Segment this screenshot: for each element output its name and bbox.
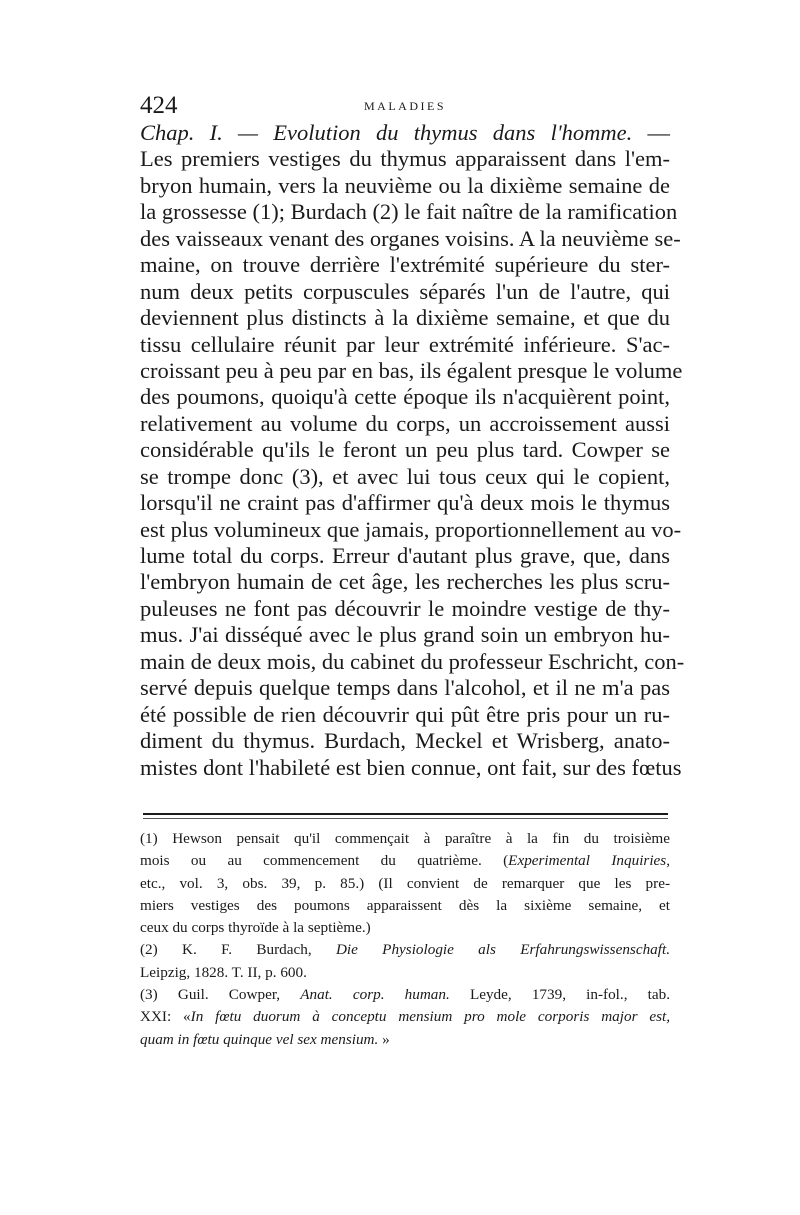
text-line: tissu cellulaire réunit par leur extrémité inférieure. S'ac- xyxy=(140,331,670,357)
footnote-2-line xyxy=(140,939,670,961)
footnote-3-line xyxy=(140,984,670,1006)
text-line: considérable qu'ils le feront un peu plus tard. Cowper se xyxy=(140,437,670,463)
text-line: servé depuis quelque temps dans l'alcohol, et il ne m'a pas xyxy=(140,675,670,701)
text-line: mus. J'ai disséqué avec le plus grand soin un embryon hu- xyxy=(140,622,670,648)
page-number: 424 xyxy=(140,92,178,119)
chapter-heading-line xyxy=(140,120,670,146)
text-line: puleuses ne font pas découvrir le moindre vestige de thy- xyxy=(140,595,670,621)
text-line: été possible de rien découvrir qui pût être pris pour un ru- xyxy=(140,701,670,727)
footnote-1-line: miers vestiges des poumons apparaissent dès la sixième semaine, et xyxy=(140,896,670,914)
footnote-rule-thin xyxy=(143,818,668,819)
text-line: la grossesse (1); Burdach (2) le fait naître de la ramification xyxy=(140,199,678,225)
text-line: est plus volumineux que jamais, proportionnellement au vo- xyxy=(140,516,682,542)
text-line: main de deux mois, du cabinet du professeur Eschricht, con- xyxy=(140,648,685,674)
footnote-2-line: Leipzig, 1828. T. II, p. 600. xyxy=(140,963,307,981)
footnote-text: XXI: « xyxy=(140,1008,191,1026)
text-line: num deux petits corpuscules séparés l'un de l'autre, qui xyxy=(140,278,670,304)
running-head: MALADIES xyxy=(364,99,446,113)
footnote-quote: quam in fœtu quinque vel sex mensium. xyxy=(140,1030,379,1048)
chapter-label: Chap. I. — xyxy=(140,120,259,145)
text-line: des poumons, quoiqu'à cette époque ils n'acquièrent point, xyxy=(140,384,670,410)
footnote-1-line: ceux du corps thyroïde à la septième.) xyxy=(140,919,371,937)
footnote-1-line: (1) Hewson pensait qu'il commençait à paraître à la fin du troisième xyxy=(140,830,670,847)
footnote-citation-title: Experimental Inquiries xyxy=(508,852,667,870)
footnote-citation-title: Anat. corp. human. xyxy=(300,986,450,1004)
footnote-text: (2) K. F. Burdach, xyxy=(140,941,336,959)
footnote-3-line xyxy=(140,1006,670,1028)
footnote-text: Leyde, 1739, in-fol., tab. xyxy=(449,986,670,1004)
text-line: bryon humain, vers la neuvième ou la dixième semaine de xyxy=(140,172,670,198)
chapter-dash: — xyxy=(647,120,671,145)
text-line: croissant peu à peu par en bas, ils égalent presque le volume xyxy=(140,357,683,383)
text-line: l'embryon humain de cet âge, les recherches les plus scru- xyxy=(140,569,670,595)
text-line: relativement au volume du corps, un accroissement aussi xyxy=(140,410,670,436)
text-line: maine, on trouve derrière l'extrémité supérieure du ster- xyxy=(140,252,670,278)
main-text xyxy=(140,120,685,781)
footnote-1-line: etc., vol. 3, obs. 39, p. 85.) (Il convient de remarquer que les pre- xyxy=(140,874,670,892)
footnote-3-line xyxy=(140,1029,670,1051)
footnote-citation-title: Die Physiologie als Erfahrungswissenschaft. xyxy=(335,941,670,959)
footnote-quote: In fœtu duorum à conceptu mensium pro mole corporis major est, xyxy=(190,1008,670,1026)
text-line: se trompe donc (3), et avec lui tous ceux qui le copient, xyxy=(140,463,670,489)
footnote-text: » xyxy=(378,1030,390,1048)
footnote-text: , xyxy=(666,852,670,870)
footnote-text: (3) Guil. Cowper, xyxy=(140,986,301,1004)
text-line: mistes dont l'habileté est bien connue, ont fait, sur des fœtus xyxy=(140,754,682,780)
text-line: lorsqu'il ne craint pas d'affirmer qu'à deux mois le thymus xyxy=(140,490,670,516)
footnote-1-line xyxy=(140,850,670,872)
footnote-rule xyxy=(143,813,668,815)
text-line: Les premiers vestiges du thymus apparaissent dans l'em- xyxy=(140,146,670,172)
footnote-text: mois ou au commencement du quatrième. ( xyxy=(140,852,509,870)
text-line: des vaisseaux venant des organes voisins. A la neuvième se- xyxy=(140,225,681,251)
chapter-title: Evolution du thymus dans l'homme. xyxy=(273,120,633,145)
text-line: deviennent plus distincts à la dixième semaine, et que du xyxy=(140,305,670,331)
footnotes xyxy=(140,828,670,1051)
text-line: lume total du corps. Erreur d'autant plus grave, que, dans xyxy=(140,543,670,568)
text-line: diment du thymus. Burdach, Meckel et Wrisberg, anato- xyxy=(140,728,670,754)
